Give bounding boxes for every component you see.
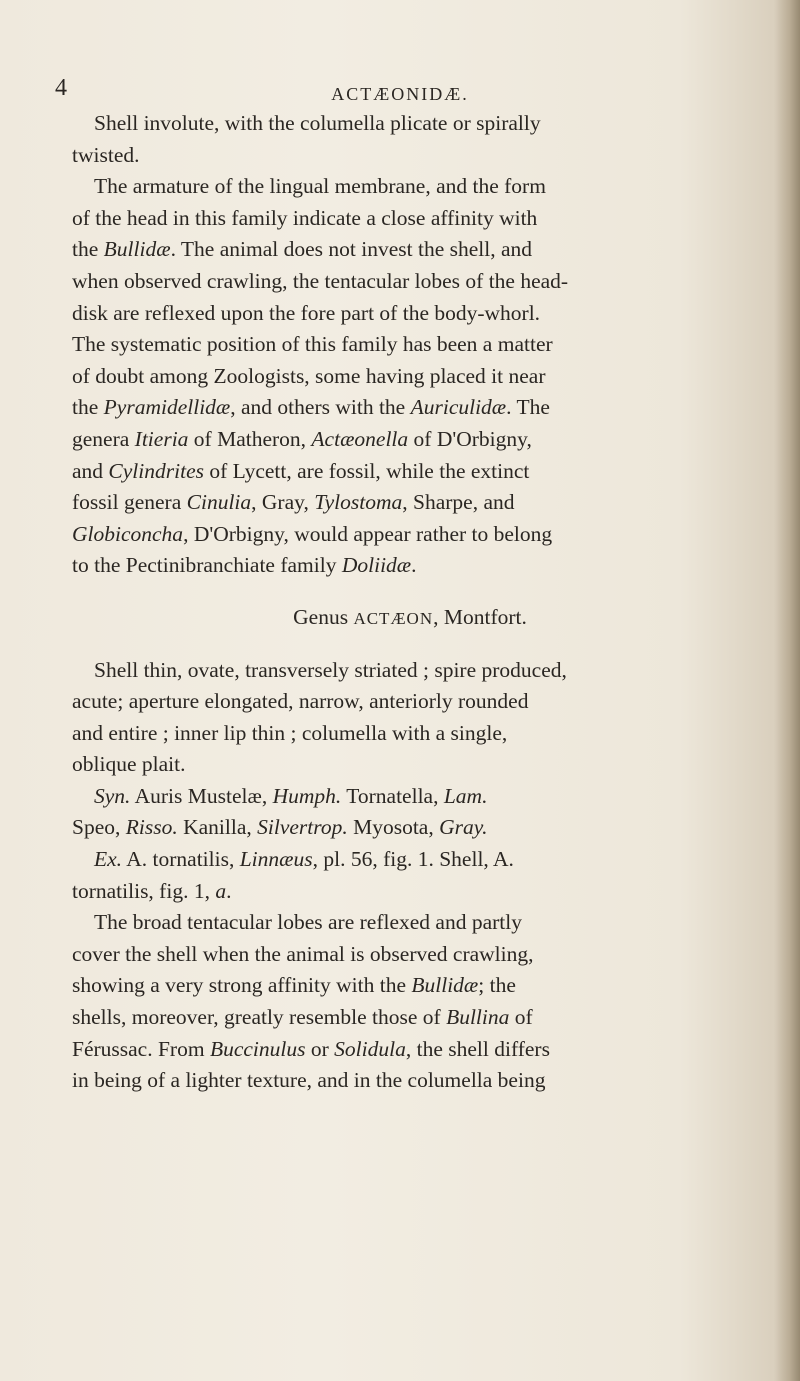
text-line: in being of a lighter texture, and in the columella being xyxy=(72,1068,546,1093)
genus-heading: Genus ACTÆON, Montfort. xyxy=(293,604,527,629)
paragraph-family-description xyxy=(72,108,726,171)
taxon-name: Solidula xyxy=(334,1036,406,1061)
author-name: Silvertrop. xyxy=(257,815,348,840)
figure-letter: a xyxy=(215,878,227,903)
text-line: and entire ; inner lip thin ; columella with a single, xyxy=(72,720,508,745)
spacer xyxy=(94,635,726,655)
taxon-name: Bullidæ xyxy=(411,973,479,998)
label-ex: Ex. xyxy=(94,847,123,872)
text-line: Ex. A. tornatilis, Linnæus, pl. 56, fig. 1. Shell, A. xyxy=(94,847,514,872)
taxon-name: Globiconcha xyxy=(72,521,184,546)
text-line: shells, moreover, greatly resemble those of Bullina of xyxy=(72,1005,533,1030)
text-line: when observed crawling, the tentacular lobes of the head- xyxy=(72,268,569,293)
taxon-name: Cylindrites xyxy=(108,458,204,483)
author-name: Risso. xyxy=(125,815,178,840)
running-head: ACTÆONIDÆ. xyxy=(331,84,469,104)
author-name: Lam. xyxy=(443,783,488,808)
paragraph-genus-description xyxy=(72,655,726,781)
text-line: showing a very strong affinity with the Bullidæ; the xyxy=(72,973,516,998)
text-line: of doubt among Zoologists, some having placed it near xyxy=(72,363,546,388)
paragraph-synonyms xyxy=(72,781,726,844)
paragraph-genus-remarks xyxy=(72,907,726,1097)
text-line: The broad tentacular lobes are reflexed and partly xyxy=(94,910,522,935)
text-line: genera Itieria of Matheron, Actæonella of D'Orbigny, xyxy=(72,426,532,451)
text-line: Speo, Risso. Kanilla, Silvertrop. Myosota, Gray. xyxy=(72,815,488,840)
taxon-name: Doliidæ xyxy=(341,553,412,578)
page-edge-shadow xyxy=(774,0,800,1381)
paragraph-family-remarks xyxy=(72,171,726,582)
taxon-name: Bullidæ xyxy=(103,237,171,262)
taxon-name: Buccinulus xyxy=(209,1036,306,1061)
text-line: and Cylindrites of Lycett, are fossil, while the extinct xyxy=(72,458,530,483)
text-line: disk are reflexed upon the fore part of the body-whorl. xyxy=(72,300,541,325)
text-line: oblique plait. xyxy=(72,752,186,777)
taxon-name: Tylostoma xyxy=(314,490,403,515)
taxon-name: Cinulia xyxy=(186,490,252,515)
genus-name: ACTÆON xyxy=(353,608,434,628)
text-line: Shell thin, ovate, transversely striated ; spire produced, xyxy=(94,657,567,682)
author-name: Gray. xyxy=(439,815,488,840)
text-line: cover the shell when the animal is observed crawling, xyxy=(72,941,534,966)
text-line: the Pyramidellidæ, and others with the Auriculidæ. The xyxy=(72,395,550,420)
author-name: Humph. xyxy=(272,783,342,808)
taxon-name: Auriculidæ xyxy=(410,395,507,420)
text-line: twisted. xyxy=(72,142,140,167)
text-line: tornatilis, fig. 1, a. xyxy=(72,878,232,903)
text-line: Globiconcha, D'Orbigny, would appear rather to belong xyxy=(72,521,553,546)
text-line: the Bullidæ. The animal does not invest the shell, and xyxy=(72,237,533,262)
taxon-name: Bullina xyxy=(446,1005,510,1030)
text-line: of the head in this family indicate a close affinity with xyxy=(72,205,538,230)
text-line: fossil genera Cinulia, Gray, Tylostoma, Sharpe, and xyxy=(72,490,515,515)
text-line: Syn. Auris Mustelæ, Humph. Tornatella, Lam. xyxy=(94,783,488,808)
taxon-name: Pyramidellidæ xyxy=(103,395,231,420)
taxon-name: Itieria xyxy=(134,426,189,451)
text-line: Férussac. From Buccinulus or Solidula, the shell differs xyxy=(72,1036,550,1061)
text-line: to the Pectinibranchiate family Doliidæ. xyxy=(72,553,417,578)
author-name: Linnæus xyxy=(239,847,313,872)
body-text xyxy=(72,108,726,1097)
text-line: acute; aperture elongated, narrow, anteriorly rounded xyxy=(72,689,529,714)
page-number: 4 xyxy=(55,75,67,101)
taxon-name: Actæonella xyxy=(311,426,409,451)
text-line: The armature of the lingual membrane, and the form xyxy=(94,174,546,199)
spacer xyxy=(94,582,726,602)
label-syn: Syn. xyxy=(94,783,131,808)
text-line: The systematic position of this family has been a matter xyxy=(72,332,553,357)
text-line: Shell involute, with the columella plicate or spirally xyxy=(94,111,541,135)
paragraph-example xyxy=(72,844,726,907)
